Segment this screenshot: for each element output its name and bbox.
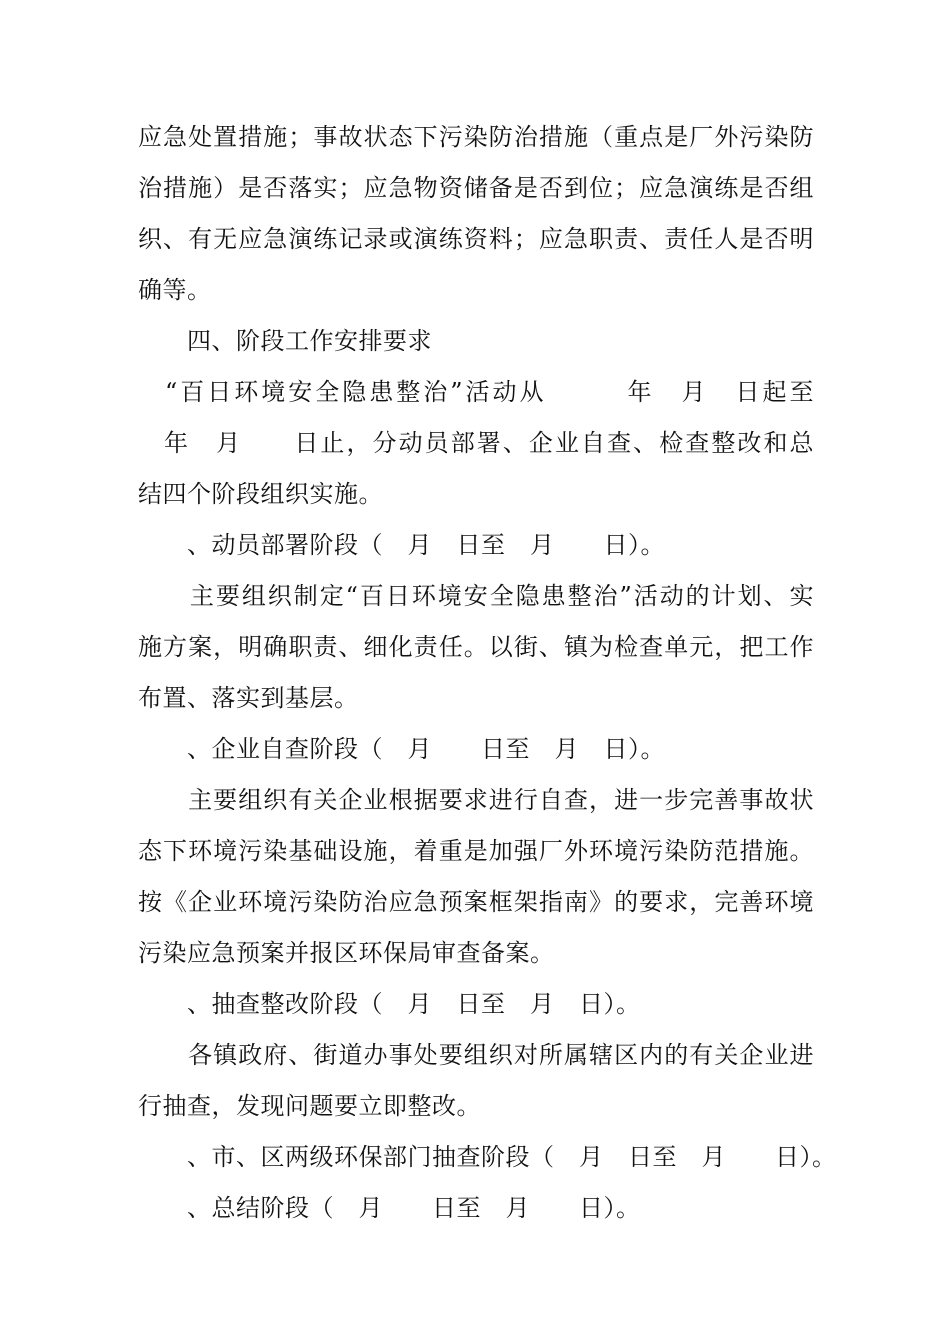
- text-line: 主要组织制定“百日环境安全隐患整治”活动的计划、实: [138, 582, 814, 610]
- text-line: 主要组织有关企业根据要求进行自查，进一步完善事故状: [138, 786, 814, 814]
- stage-heading: 、市、区两级环保部门抽查阶段（ 月 日至 月 日）。: [138, 1143, 837, 1171]
- text-line: 应急处置措施；事故状态下污染防治措施（重点是厂外污染防: [138, 123, 814, 151]
- section-heading: 四、阶段工作安排要求: [138, 327, 432, 355]
- text-line: 布置、落实到基层。: [138, 684, 359, 712]
- text-line: 各镇政府、街道办事处要组织对所属辖区内的有关企业进: [138, 1041, 814, 1069]
- text-line: 行抽查，发现问题要立即整改。: [138, 1092, 481, 1120]
- text-line: 织、有无应急演练记录或演练资料；应急职责、责任人是否明: [138, 225, 814, 253]
- stage-heading: 、动员部署阶段（ 月 日至 月 日）。: [138, 531, 665, 559]
- text-line: 结四个阶段组织实施。: [138, 480, 383, 508]
- text-line: 确等。: [138, 276, 212, 304]
- text-line: 污染应急预案并报区环保局审查备案。: [138, 939, 555, 967]
- text-line: 治措施）是否落实；应急物资储备是否到位；应急演练是否组: [138, 174, 814, 202]
- text-line: 按《企业环境污染防治应急预案框架指南》的要求，完善环境: [138, 888, 814, 916]
- text-line: 施方案，明确职责、细化责任。以街、镇为检查单元，把工作: [138, 633, 814, 661]
- stage-heading: 、总结阶段（ 月 日至 月 日）。: [138, 1194, 641, 1222]
- text-line: 年 月 日止，分动员部署、企业自查、检查整改和总: [138, 429, 814, 457]
- stage-heading: 、抽查整改阶段（ 月 日至 月 日）。: [138, 990, 641, 1018]
- text-line: “百日环境安全隐患整治”活动从 年 月 日起至: [138, 378, 814, 406]
- text-line: 态下环境污染基础设施，着重是加强厂外环境污染防范措施。: [138, 837, 814, 865]
- stage-heading: 、企业自查阶段（ 月 日至 月 日）。: [138, 735, 665, 763]
